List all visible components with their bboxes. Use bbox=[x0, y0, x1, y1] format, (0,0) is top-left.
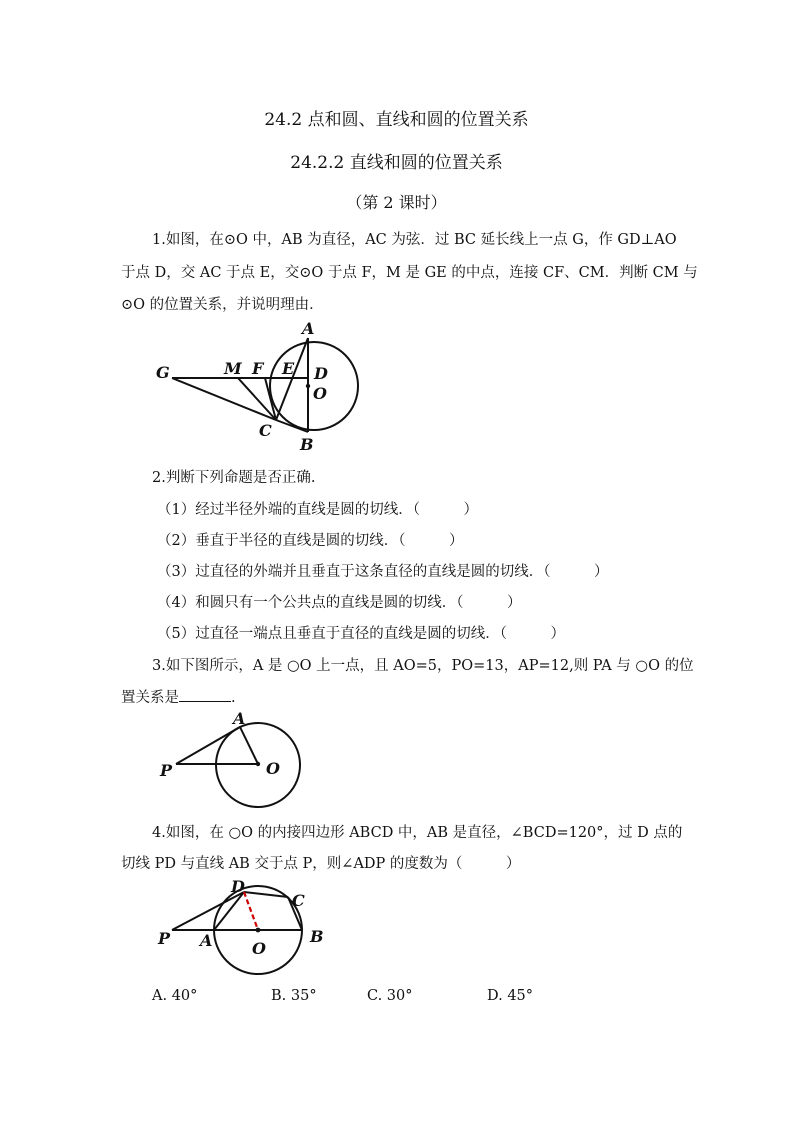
q4-tangent-pd bbox=[172, 892, 244, 930]
q1-text-line1: 1.如图，在⊙O 中，AB 为直径，AC 为弦．过 BC 延长线上一点 G，作 GD⊥AO bbox=[152, 232, 677, 248]
q3-center-dot bbox=[256, 762, 260, 766]
q1-label-d: D bbox=[314, 364, 328, 383]
q3-label-p: P bbox=[160, 761, 173, 780]
q1-label-m: M bbox=[224, 359, 242, 378]
q4-option-a[interactable]: A. 40° bbox=[152, 988, 198, 1004]
section-title: 24.2 点和圆、直线和圆的位置关系 bbox=[264, 110, 529, 130]
q3-answer-blank[interactable] bbox=[179, 687, 231, 702]
q1-label-g: G bbox=[156, 363, 170, 382]
q4-label-o: O bbox=[252, 939, 266, 958]
subsection-title: 24.2.2 直线和圆的位置关系 bbox=[290, 153, 503, 173]
q3-radius-ao bbox=[240, 727, 258, 764]
q3-line-pa bbox=[176, 727, 240, 764]
q1-label-e: E bbox=[282, 359, 295, 378]
q2-item-2: （2）垂直于半径的直线是圆的切线．（ ） bbox=[157, 533, 464, 549]
q3-text-line1: 3.如下图所示，A 是 ○O 上一点，且 AO=5，PO=13，AP=12,则 PA 与 ○O 的位 bbox=[152, 658, 694, 674]
q1-chord-cb bbox=[276, 420, 308, 432]
q2-stem: 2.判断下列命题是否正确. bbox=[152, 470, 316, 486]
q2-item-1: （1）经过半径外端的直线是圆的切线．（ ） bbox=[157, 502, 478, 518]
q1-text-line3: ⊙O 的位置关系，并说明理由． bbox=[121, 297, 324, 313]
q3-text-line2-prefix: 置关系是 bbox=[121, 690, 179, 706]
q2-item-5: （5）过直径一端点且垂直于直径的直线是圆的切线．（ ） bbox=[157, 626, 565, 642]
q4-label-d: D bbox=[231, 877, 245, 896]
q1-line-gc bbox=[172, 378, 276, 420]
q1-label-o: O bbox=[313, 384, 327, 403]
q3-label-o: O bbox=[266, 759, 280, 778]
q1-label-a: A bbox=[302, 319, 315, 338]
q4-label-a: A bbox=[200, 931, 213, 950]
q1-figure bbox=[150, 315, 370, 455]
q4-option-b[interactable]: B. 35° bbox=[271, 988, 317, 1004]
q1-center-dot bbox=[306, 384, 310, 388]
q3-text-line2-end: . bbox=[231, 690, 236, 706]
q4-center-dot bbox=[256, 928, 261, 933]
q1-label-f: F bbox=[252, 359, 264, 378]
q2-item-4: （4）和圆只有一个公共点的直线是圆的切线．（ ） bbox=[157, 595, 522, 611]
q4-label-b: B bbox=[310, 927, 324, 946]
q3-label-a: A bbox=[233, 709, 246, 728]
q4-label-p: P bbox=[158, 929, 171, 948]
lesson-period: （第 2 课时） bbox=[346, 193, 447, 212]
q4-dashed-do bbox=[244, 892, 258, 930]
q4-text-line1: 4.如图，在 ○O 的内接四边形 ABCD 中，AB 是直径，∠BCD=120°，过 D 点的 bbox=[152, 825, 683, 841]
q1-text-line2: 于点 D，交 AC 于点 E，交⊙O 于点 F，M 是 GE 的中点，连接 CF、CM．判断 CM 与 bbox=[121, 265, 698, 281]
q4-option-d[interactable]: D. 45° bbox=[487, 988, 534, 1004]
q4-option-c[interactable]: C. 30° bbox=[367, 988, 413, 1004]
q1-label-c: C bbox=[259, 421, 272, 440]
q1-label-b: B bbox=[300, 435, 314, 454]
q4-figure bbox=[155, 875, 335, 985]
q4-text-line2: 切线 PD 与直线 AB 交于点 P，则∠ADP 的度数为（ ） bbox=[121, 856, 521, 872]
q2-item-3: （3）过直径的外端并且垂直于这条直径的直线是圆的切线．（ ） bbox=[157, 564, 609, 580]
q4-label-c: C bbox=[292, 891, 305, 910]
q3-text-line2 bbox=[121, 686, 236, 707]
q3-figure bbox=[155, 705, 305, 810]
